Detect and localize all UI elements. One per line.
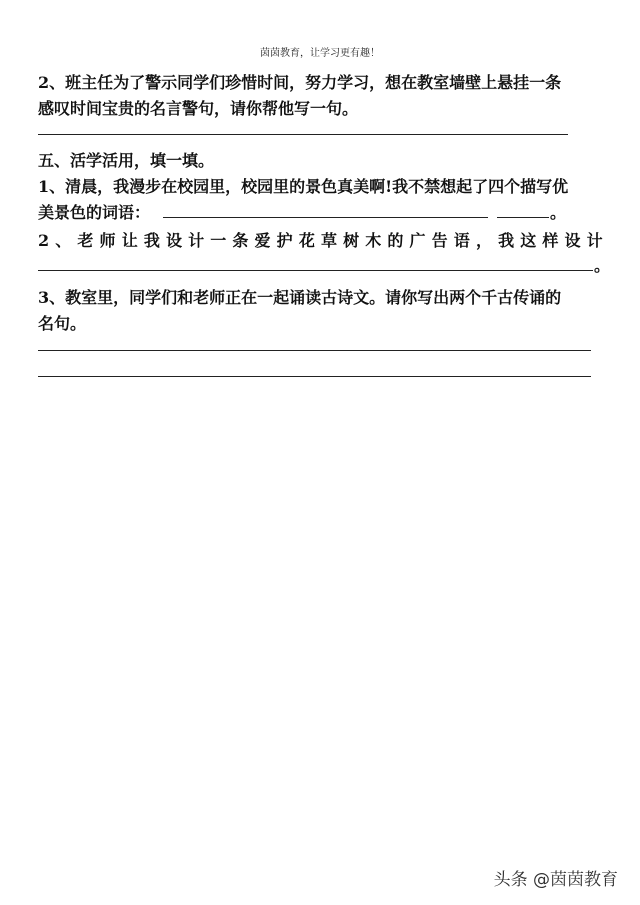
q2-line-1: 2、班主任为了警示同学们珍惜时间，努力学习，想在教室墙壁上悬挂一条 [38,73,562,92]
s5-q2-char: 花 [298,231,315,250]
s5-q2-char: 、 [55,231,72,250]
source-watermark: 头条 @茵茵教育 [493,870,618,890]
s5-q2-char: 语 [453,231,470,250]
s5-q2-char: ， [475,231,492,250]
s5-q2-char: 广 [409,231,426,250]
s5-q2-char: 爱 [254,231,271,250]
s5-q2-char: 我 [143,231,160,250]
s5-q2-char: 树 [343,231,360,250]
s5-q2-line-1 [38,230,603,252]
s5-q2-char: 2 [38,231,50,250]
s5-q2-char: 草 [320,231,337,250]
s5-q2-char: 条 [232,231,249,250]
s5-q2-char: 木 [365,231,382,250]
s5-q3-line-2: 名句。 [38,314,87,333]
s5-q3-line-1: 3、教室里，同学们和老师正在一起诵读古诗文。请你写出两个千古传诵的 [38,288,562,307]
q2-answer-blank[interactable] [38,134,568,135]
s5-q2-char: 告 [431,231,448,250]
s5-q3-answer-blank-1[interactable] [38,350,591,351]
page-header: 茵茵教育，让学习更有趣！ [260,48,380,59]
s5-q2-char: 护 [276,231,293,250]
s5-q1-words-blank-1[interactable] [163,217,488,218]
s5-q1-period: 。 [550,203,567,222]
s5-q2-char: 我 [498,231,515,250]
s5-q2-char: 计 [586,231,603,250]
s5-q1-line-2: 美景色的词语： [38,203,151,222]
s5-q2-char: 这 [520,231,537,250]
s5-q2-char: 的 [387,231,404,250]
s5-q2-char: 样 [542,231,559,250]
s5-q2-char: 老 [77,231,94,250]
s5-q2-answer-blank[interactable] [38,270,593,271]
q2-line-2: 感叹时间宝贵的名言警句，请你帮他写一句。 [38,99,359,118]
s5-q2-char: 让 [121,231,138,250]
s5-q2-char: 设 [165,231,182,250]
s5-q1-line-1: 1、清晨，我漫步在校园里，校园里的景色真美啊!我不禁想起了四个描写优 [38,177,569,196]
s5-q2-char: 师 [99,231,116,250]
s5-q2-char: 一 [210,231,227,250]
s5-q2-char: 计 [188,231,205,250]
s5-q2-period: 。 [594,256,611,275]
s5-q3-answer-blank-2[interactable] [38,376,591,377]
s5-q1-words-blank-2[interactable] [497,217,549,218]
s5-q2-char: 设 [564,231,581,250]
section-5-title: 五、活学活用，填一填。 [38,151,215,170]
